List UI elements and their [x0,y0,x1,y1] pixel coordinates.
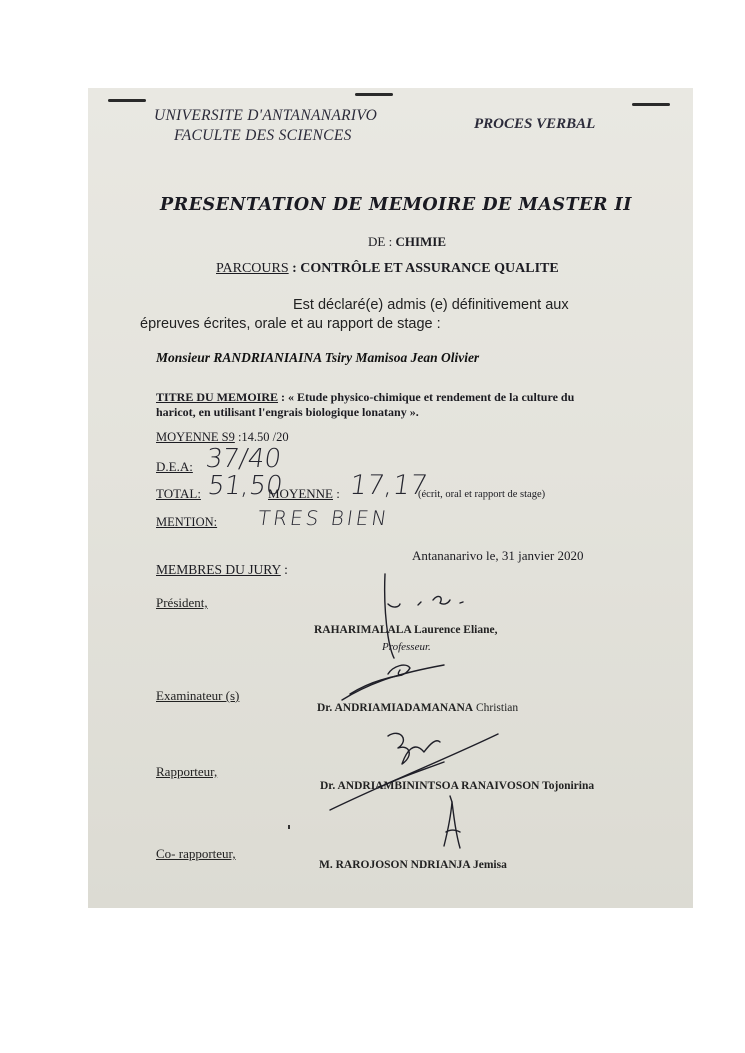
track-label: PARCOURS [216,261,289,276]
president-surname: RAHARIMALALA [314,624,412,636]
president-role: Président, [156,595,208,610]
signatures-layer [88,88,693,908]
stray-mark [288,825,290,829]
average-note: (écrit, oral et rapport de stage) [418,489,546,500]
dea-label: D.E.A: [156,459,193,474]
mention-value: TRES BIEN [256,506,392,530]
thesis-line-2: haricot, en utilisant l'engrais biologique lonatany ». [156,405,419,419]
co-reporter-name: M. RAROJOSON NDRIANJA Jemisa [319,859,507,871]
document-title: PRESENTATION DE MEMOIRE DE MASTER II [160,195,632,215]
average-value: 17,17 [347,470,430,501]
president-given-names: Laurence Eliane, [411,624,498,636]
declaration-line-1: Est déclaré(e) admis (e) définitivement aux [293,297,569,313]
average-label: MOYENNE [268,486,333,501]
thesis-label: TITRE DU MEMOIRE [156,390,279,404]
dea-value: 37/40 [203,444,284,474]
declaration-line-2: épreuves écrites, orale et au rapport de stage : [140,316,441,332]
field-label: DE : [368,234,393,249]
president-signature [385,574,463,658]
examiner-given-name: Christian [473,702,519,714]
place-date: Antananarivo le, 31 janvier 2020 [412,548,584,563]
total-label: TOTAL: [156,486,201,501]
president-title: Professeur. [382,641,431,653]
reporter-signature [330,733,498,810]
average-colon: : [336,486,340,501]
reporter-role: Rapporteur, [156,764,218,779]
field-value: CHIMIE [395,234,447,249]
track-value: : CONTRÔLE ET ASSURANCE QUALITE [292,261,559,276]
thesis-title-start: : « Etude physico-chimique et rendement de la culture du [278,390,575,404]
co-reporter-signature [444,796,460,848]
university-name: UNIVERSITE D'ANTANANARIVO [154,107,378,124]
faculty-name: FACULTE DES SCIENCES [174,127,352,144]
total-value: 51,50 [205,471,285,501]
s9-label: MOYENNE S9 [156,430,235,444]
examiner-role: Examinateur (s) [156,688,240,703]
mention-label: MENTION: [156,515,218,529]
jury-heading: MEMBRES DU JURY [156,562,281,577]
jury-heading-colon: : [284,562,288,577]
reporter-name: Dr. ANDRIAMBININTSOA RANAIVOSON Tojonirina [320,780,595,792]
scanned-document-page [88,88,693,908]
candidate-name: Monsieur RANDRIANIAINA Tsiry Mamisoa Jean Olivier [156,350,480,365]
s9-value: :14.50 /20 [237,430,289,444]
examiner-surname: Dr. ANDRIAMIADAMANANA [317,702,474,714]
examiner-signature [342,665,444,700]
doc-type: PROCES VERBAL [474,116,596,132]
co-reporter-role: Co- rapporteur, [156,846,236,861]
